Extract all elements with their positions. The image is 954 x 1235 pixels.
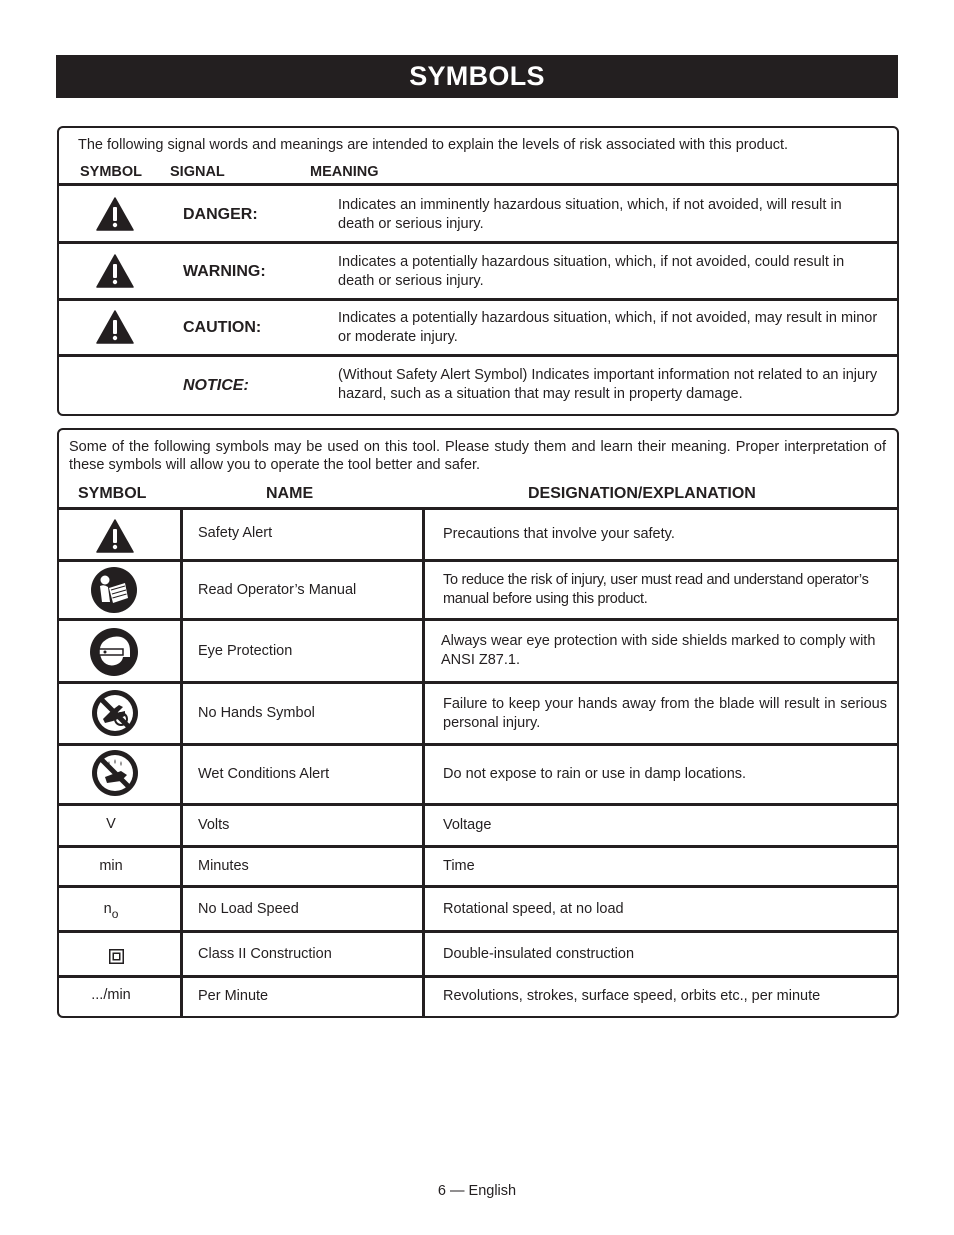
symbol-name: Safety Alert [198,524,273,541]
symbol-name: Minutes [198,858,249,874]
symbol-name: Eye Protection [198,642,293,659]
column-divider [180,507,183,1016]
safety-alert-icon [96,254,134,288]
signal-word: CAUTION: [183,319,262,336]
safety-alert-icon [96,519,134,553]
column-divider [422,507,425,1016]
symbol-name: No Load Speed [198,900,299,917]
page-title: SYMBOLS [56,55,898,98]
symbols-table [57,428,899,1018]
symbol-header-symbol: SYMBOL [78,485,147,502]
symbol-text: .../min [91,986,131,1003]
symbol-table-intro: Some of the following symbols may be used on this tool. Please study them and learn their meaning. Proper interpretation of these symbols will allow you to operate the tool better and safer. [69,439,886,473]
symbol-explanation: Time [443,858,475,874]
no-hands-icon [91,689,139,737]
symbol-header-name: NAME [266,485,314,502]
signal-meaning: (Without Safety Alert Symbol) Indicates important information not related to an injury hazard, such as a situation that may result in property damage. [338,367,878,402]
symbol-header-explanation: DESIGNATION/EXPLANATION [528,485,756,502]
symbol-text [59,888,163,930]
wet-conditions-icon [91,749,139,797]
symbol-explanation: Do not expose to rain or use in damp locations. [443,766,747,782]
signal-table-intro: The following signal words and meanings are intended to explain the levels of risk associated with this product. [78,137,789,153]
symbol-explanation: Double-insulated construction [443,945,635,962]
signal-header-signal: SIGNAL [170,164,225,180]
page-footer: 6 — English [437,1183,517,1199]
safety-alert-icon [96,197,134,231]
signal-header-meaning: MEANING [310,164,379,180]
symbol-name: Wet Conditions Alert [198,766,330,782]
signal-meaning: Indicates an imminently hazardous situation, which, if not avoided, will result in death or serious injury. [338,196,842,232]
symbol-explanation: Rotational speed, at no load [443,900,624,917]
symbol-text-main: n [103,900,112,917]
signal-word: DANGER: [183,206,258,223]
signal-word: WARNING: [183,263,266,280]
symbol-explanation: To reduce the risk of injury, user must read and understand operator’s manual before using this product. [443,572,869,607]
symbol-explanation: Precautions that involve your safety. [443,526,675,542]
class-ii-construction-icon [109,949,124,964]
symbol-explanation: Revolutions, strokes, surface speed, orbits etc., per minute [443,988,821,1004]
symbol-explanation: Always wear eye protection with side shields marked to comply with ANSI Z87.1. [441,633,876,668]
signal-meaning: Indicates a potentially hazardous situation, which, if not avoided, may result in minor or moderate injury. [338,309,878,345]
symbol-explanation: Voltage [443,817,492,833]
divider [59,241,897,244]
symbol-name: Class II Construction [198,945,332,962]
signal-words-table [57,126,899,416]
divider [59,183,897,186]
symbol-name: Volts [198,817,230,833]
symbol-text: V [106,815,116,832]
symbol-explanation: Failure to keep your hands away from the blade will result in serious personal injury. [443,695,887,731]
eye-protection-icon [89,627,139,677]
read-manual-icon [90,566,138,614]
symbol-text: min [99,858,123,874]
symbol-name: No Hands Symbol [198,705,315,721]
signal-word: NOTICE: [183,376,249,394]
symbol-name: Per Minute [198,988,269,1004]
symbol-name: Read Operator’s Manual [198,581,357,598]
safety-alert-icon [96,310,134,344]
symbol-subscript: o [111,906,119,921]
signal-meaning: Indicates a potentially hazardous situation, which, if not avoided, could result in death or serious injury. [338,253,845,289]
signal-header-symbol: SYMBOL [80,164,143,180]
